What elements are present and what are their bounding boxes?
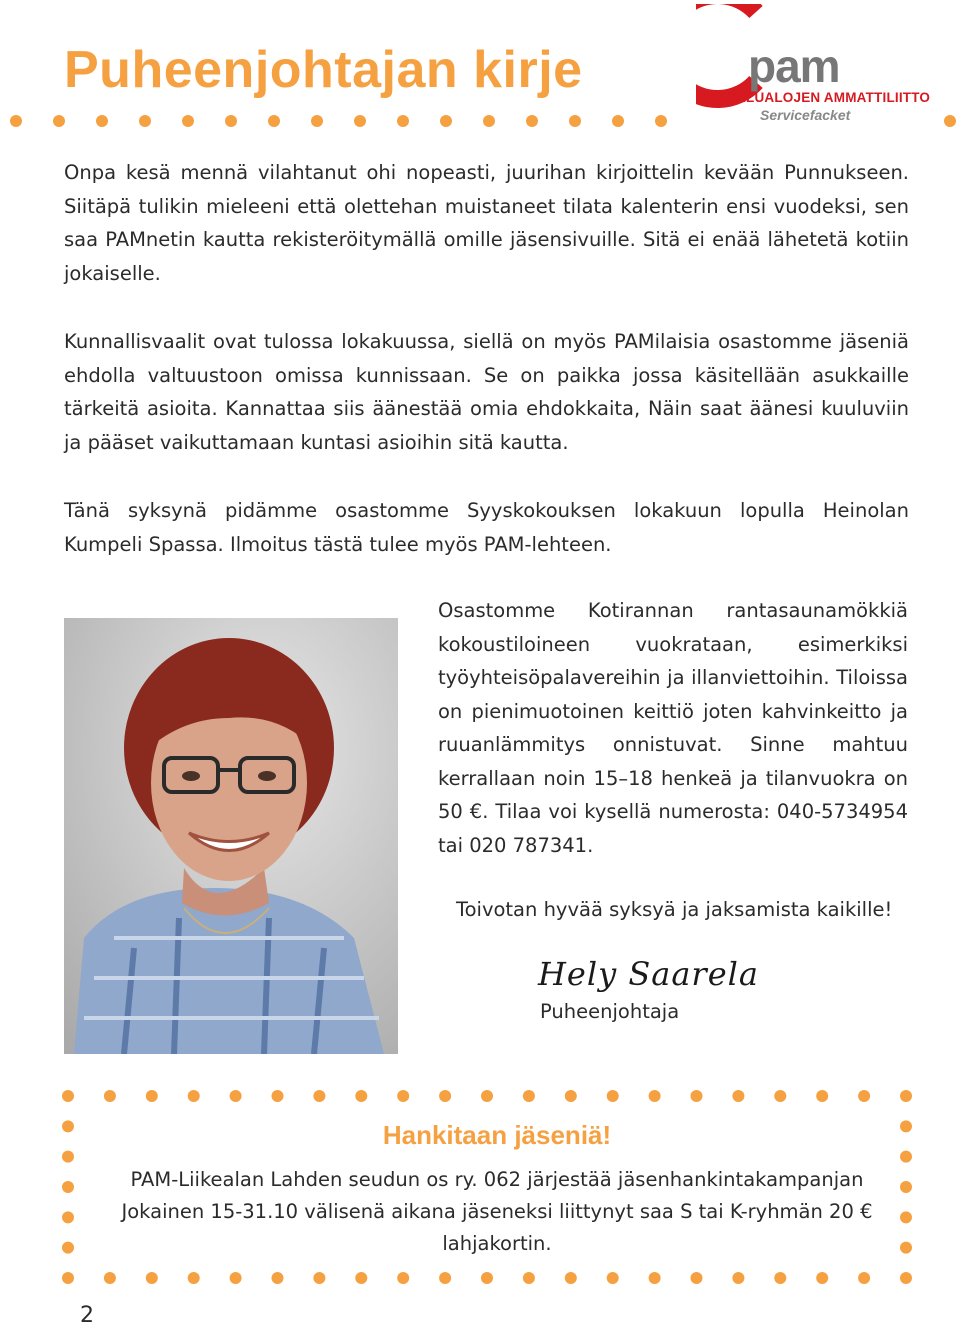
frame-dot [607,1090,619,1102]
decor-dot [440,115,452,127]
frame-dot [355,1090,367,1102]
frame-dot [774,1272,786,1284]
frame-dot [900,1242,912,1254]
frame-dot [439,1272,451,1284]
frame-dot [565,1272,577,1284]
logo-wordmark: pam [748,40,840,92]
frame-dot [62,1151,74,1163]
frame-dot [62,1211,74,1223]
frame-dot [397,1272,409,1284]
frame-dot [397,1090,409,1102]
decor-dot [612,115,624,127]
frame-dot [62,1272,74,1284]
frame-dot [900,1272,912,1284]
decor-dot [225,115,237,127]
frame-dot [858,1272,870,1284]
decor-dot [53,115,65,127]
frame-dot [523,1090,535,1102]
frame-dot [355,1272,367,1284]
frame-dot [230,1090,242,1102]
campaign-title: Hankitaan jäseniä! [382,1120,612,1150]
frame-dot [272,1272,284,1284]
decor-dot [10,115,22,127]
frame-dot [900,1211,912,1223]
signature-role: Puheenjohtaja [540,1000,680,1023]
frame-dot [146,1272,158,1284]
frame-dot [900,1090,912,1102]
frame-dot [313,1090,325,1102]
decor-dot [526,115,538,127]
frame-dot [313,1272,325,1284]
frame-dot [774,1090,786,1102]
frame-dot [439,1090,451,1102]
decor-dot [569,115,581,127]
frame-dot [62,1242,74,1254]
decor-dot [311,115,323,127]
frame-dot [188,1090,200,1102]
logo-org-name: PALVELUALOJEN AMMATTILIITTO [702,90,931,105]
decor-dot [483,115,495,127]
decor-dot [96,115,108,127]
decor-dot [268,115,280,127]
frame-dot [649,1272,661,1284]
top-dot-right [944,115,956,127]
paragraph-cottage: Osastomme Kotirannan rantasaunamökkiä kokoustiloineen vuokrataan, esimerkiksi työyhteisöpalavereihin ja illanviettoihin. Tiloissa on pienimuotoinen keittiö joten kahvinkeitto ja ruuanlämmitys onnistuvat. Sinne mahtuu kerrallaan noin 15–18 henkeä ja tilanvuokra on 50 €. Tilaa voi kysellä numerosta: 040-5734954 tai 020 787341. [438,599,908,857]
frame-dot [104,1090,116,1102]
decor-dot [139,115,151,127]
frame-dot [481,1090,493,1102]
frame-dot [900,1151,912,1163]
frame-dot [900,1181,912,1193]
paragraph-calendar: Onpa kesä mennä vilahtanut ohi nopeasti, juurihan kirjoittelin kevään Punnukseen. Siitäpä tulikin mieleeni että olettehan muistaneet tilata kalenterin ensi vuodeksi, sen saa PAMnetin kautta rekisteröitymällä omille jäsensivuille. Sitä ei enää lähetetä kotiin jokaiselle. [64,161,909,285]
decor-dot [354,115,366,127]
frame-dot [691,1090,703,1102]
frame-dot [607,1272,619,1284]
frame-dot [62,1181,74,1193]
frame-dot [230,1272,242,1284]
decor-dot [182,115,194,127]
frame-dot [565,1090,577,1102]
frame-dot [188,1272,200,1284]
decor-dot [655,115,667,127]
logo-subtitle: Servicefacket [760,107,851,123]
signature: Hely Saarela [538,955,759,993]
frame-dot [104,1272,116,1284]
campaign-text: PAM-Liikealan Lahden seudun os ry. 062 järjestää jäsenhankintakampanjan Jokainen 15-31.10 välisenä aikana jäseneksi liittynyt saa S tai K-ryhmän 20 € lahjakortin. [121,1168,873,1255]
paragraph-meeting: Tänä syksynä pidämme osastomme Syyskokouksen lokakuun lopulla Heinolan Kumpeli Spassa. Ilmoitus tästä tulee myös PAM-lehteen. [64,499,909,556]
frame-dot [523,1272,535,1284]
frame-dot [732,1272,744,1284]
frame-dot [816,1090,828,1102]
top-dot-row [10,113,698,129]
frame-dot [62,1090,74,1102]
paragraph-elections: Kunnallisvaalit ovat tulossa lokakuussa, siellä on myös PAMilaisia osastomme jäseniä ehdolla valtuustoon omissa kunnissaan. Se on paikka jossa käsitellään asukkaille tärkeitä asioita. Kannattaa siis äänestää omia ehdokkaita, Näin saat äänesi kuuluviin ja pääset vaikuttamaan kuntasi asioihin sitä kautta. [64,330,909,454]
frame-dot [649,1090,661,1102]
page-title: Puheenjohtajan kirje [64,41,583,99]
frame-dot [272,1090,284,1102]
page-number: 2 [80,1303,94,1328]
frame-dot [816,1272,828,1284]
frame-dot [858,1090,870,1102]
frame-dot [691,1272,703,1284]
frame-dot [481,1272,493,1284]
decor-dot [397,115,409,127]
frame-dot [146,1090,158,1102]
chairperson-photo [64,618,398,1054]
closing-line: Toivotan hyvää syksyä ja jaksamista kaikille! [456,898,893,921]
frame-dot [732,1090,744,1102]
